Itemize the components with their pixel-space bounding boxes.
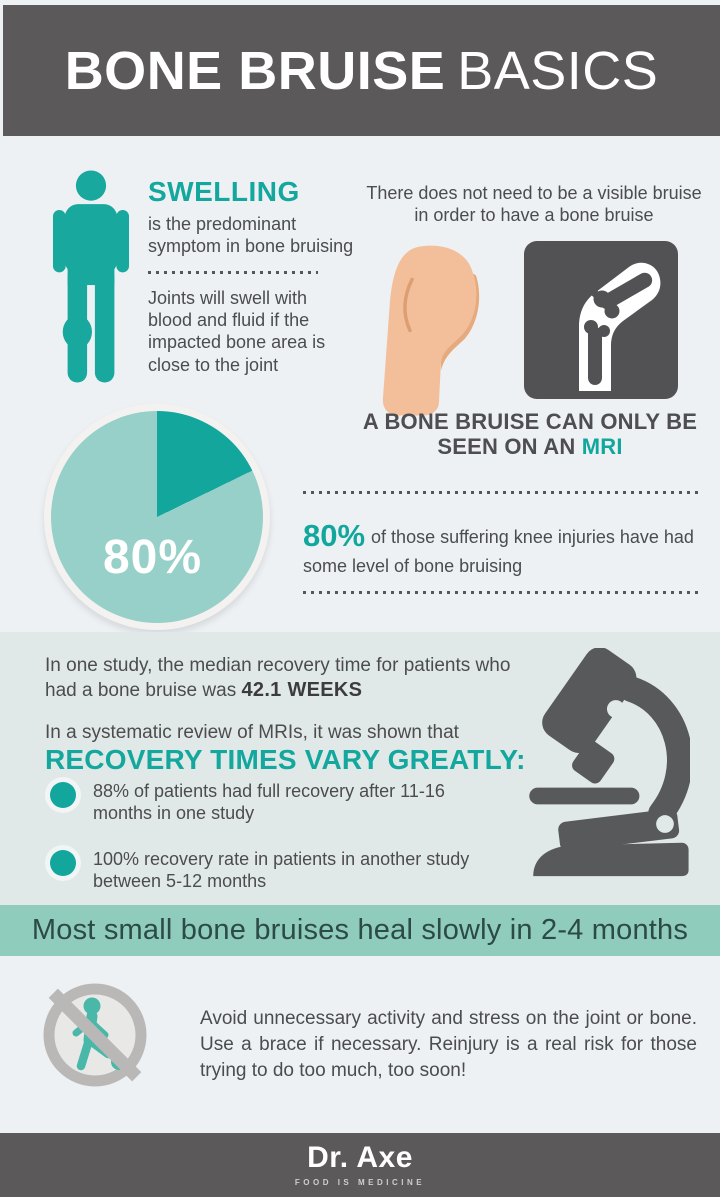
heal-time-banner (0, 905, 720, 956)
recovery-section (0, 632, 720, 905)
recovery-bullet-1-text: 88% of patients had full recovery after 11-16 months in one study (93, 781, 445, 824)
bullet-dot-icon (50, 850, 76, 876)
brand-tagline: FOOD IS MEDICINE (294, 1178, 426, 1187)
swelling-paragraph: Joints will swell with blood and fluid if the impacted bone area is close to the joint (148, 287, 326, 375)
heal-time-banner-text: Most small bone bruises heal slowly in 2-4 months (31, 914, 689, 946)
dotted-divider (148, 271, 318, 274)
pie-chart-slices (51, 411, 263, 623)
recovery-heading: RECOVERY TIMES VARY GREATLY: (45, 744, 526, 775)
header-banner (3, 5, 720, 136)
mri-scan-icon (524, 241, 678, 399)
knee-stat-text: of those suffering knee injuries have had some level of bone bruising (303, 527, 694, 577)
page-title-light: BASICS (457, 40, 659, 101)
footer-banner (0, 1133, 720, 1197)
pie-chart (44, 404, 270, 630)
page-title (65, 40, 659, 102)
bullet-dot-icon (50, 782, 76, 808)
no-visible-bruise-text: There does not need to be a visible bruise in order to have a bone bruise (366, 183, 702, 226)
recovery-paragraph-1-text: In one study, the median recovery time for patients who had a bone bruise was (45, 655, 511, 701)
brand-logo-text: Dr. Axe (307, 1141, 413, 1174)
recovery-bullet-2 (50, 848, 490, 893)
swelling-person-icon (42, 170, 140, 404)
swelling-subtext: is the predominant symptom in bone bruising (148, 214, 354, 257)
recovery-bullet-2-text: 100% recovery rate in patients in another study between 5-12 months (93, 849, 470, 892)
knee-stat (303, 517, 708, 578)
swelling-text-block (148, 176, 356, 376)
dotted-divider (303, 591, 701, 594)
dotted-divider (303, 491, 701, 494)
recovery-paragraph-2: In a systematic review of MRIs, it was shown that (45, 722, 459, 743)
mri-caption-text: A BONE BRUISE CAN ONLY BE SEEN ON AN (362, 409, 698, 459)
recovery-bullet-1 (50, 780, 490, 825)
microscope-icon (520, 648, 690, 884)
mri-caption (352, 410, 708, 459)
recovery-paragraph-1 (45, 654, 537, 702)
recovery-weeks-bold: 42.1 WEEKS (241, 678, 363, 701)
no-activity-icon (42, 982, 148, 1088)
pie-chart-center-label: 80% (102, 531, 203, 584)
knee-icon (372, 243, 500, 416)
avoid-activity-text: Avoid unnecessary activity and stress on the joint or bone. Use a brace if necessary. Reinjury is a real risk for those trying to do too much, too soon! (200, 1008, 697, 1082)
mri-caption-highlight: MRI (581, 433, 623, 459)
page-title-bold: BONE BRUISE (64, 40, 446, 101)
swelling-heading: SWELLING (148, 176, 300, 207)
knee-stat-value: 80% (303, 518, 366, 553)
